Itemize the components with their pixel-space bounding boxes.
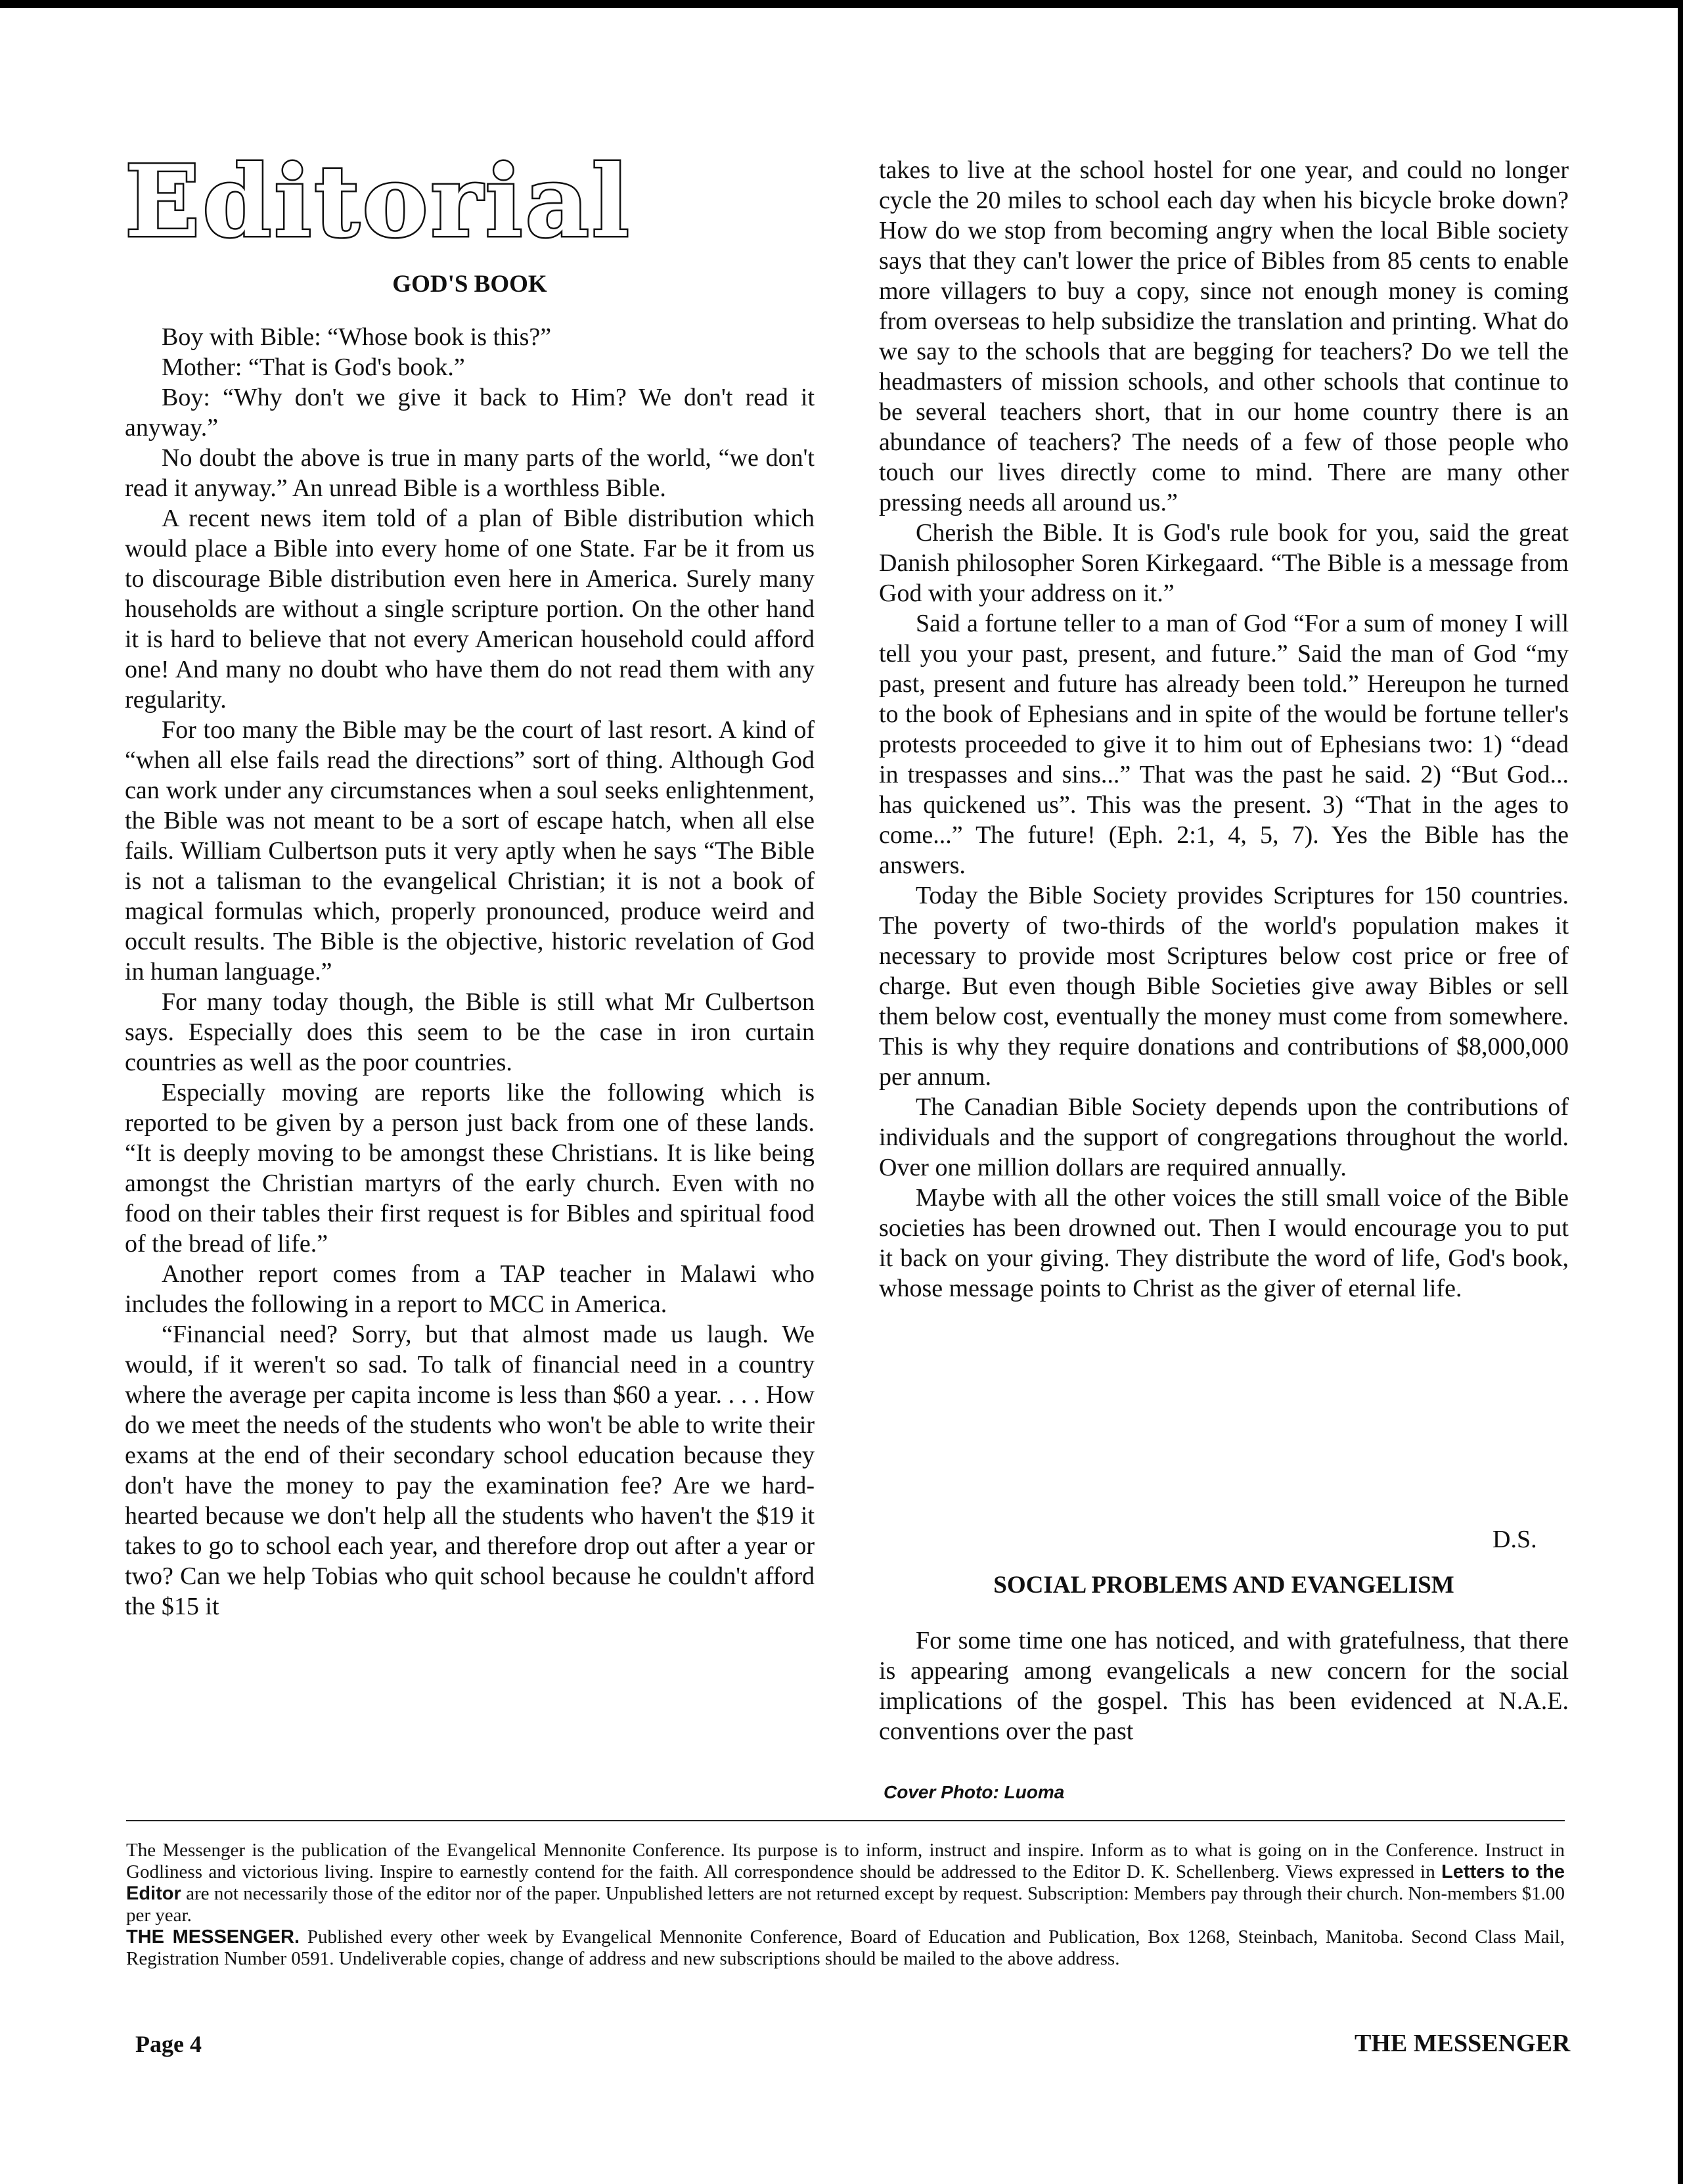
paragraph: Boy with Bible: “Whose book is this?” — [162, 323, 552, 351]
scan-right-border — [1678, 0, 1683, 2184]
running-footer-publication: THE MESSENGER — [1355, 2030, 1571, 2057]
author-signature: D.S. — [1492, 1526, 1537, 1553]
cover-photo-credit: Cover Photo: Luoma — [884, 1782, 1065, 1802]
footer-text: are not necessarily those of the editor nor of the paper. Unpublished letters are not returned except by request. Subscription: Members pay through their church. Non-members $1.00 per year. — [126, 1883, 1565, 1926]
paragraph: Cherish the Bible. It is God's rule book for you, said the great Danish philosopher Soren Kirkegaard. “The Bible is a message from God with your address on it.” — [879, 519, 1569, 607]
paragraph: Mother: “That is God's book.” — [162, 353, 465, 381]
footer-paragraph-publisher — [126, 1926, 1565, 1970]
article-column-left — [125, 322, 815, 1622]
paragraph: Boy: “Why don't we give it back to Him? We don't read it anyway.” — [125, 384, 815, 442]
publication-info — [126, 1840, 1565, 1970]
paragraph: The Canadian Bible Society depends upon the contributions of individuals and the support of congregations throughout the world. Over one million dollars are required annually. — [879, 1093, 1569, 1181]
footer-text: The Messenger is the publication of the Evangelical Mennonite Conference. Its purpose is to inform, instruct and inspire. Inform as to what is going on in the Conference. Instruct in Godliness and victorious living. Inspire to earnestly contend for the faith. All correspondence should be addressed to the Editor D. K. Schellenberg. Views expressed in — [126, 1840, 1565, 1882]
article-title-gods-book: GOD'S BOOK — [392, 271, 547, 298]
paragraph: Maybe with all the other voices the still small voice of the Bible societies has been drowned out. Then I would encourage you to put it back on your giving. They distribute the word of life, God's book, whose message points to Christ as the giver of eternal life. — [879, 1184, 1569, 1302]
paragraph: “Financial need? Sorry, but that almost made us laugh. We would, if it weren't so sad. To talk of financial need in a country where the average per capita income is less than $60 a year. . . . How do we meet the needs of the students who won't be able to write their exams at the end of their secondary school education because they don't have the money to pay the examination fee? Are we hard-hearted because we don't help all the students who haven't the $19 it takes to go to school each year, and therefore drop out after a year or two? Can we help Tobias who quit school because he couldn't afford the $15 it — [125, 1321, 815, 1620]
footer-publication-name: THE MESSENGER. — [126, 1926, 300, 1947]
footer-text: Published every other week by Evangelical Mennonite Conference, Board of Education and Publication, Box 1268, Steinbach, Manitoba. Second Class Mail, Registration Number 0591. Undeliverable copies, change of address and new subscriptions should be mailed to the above address. — [126, 1926, 1565, 1969]
paragraph: For some time one has noticed, and with gratefulness, that there is appearing among evangelicals a new concern for the social implications of the gospel. This has been evidenced at N.A.E. conventions over the past — [879, 1627, 1569, 1745]
footer-paragraph-about — [126, 1840, 1565, 1926]
paragraph: Another report comes from a TAP teacher in Malawi who includes the following in a report to MCC in America. — [125, 1260, 815, 1318]
article-column-right — [879, 155, 1569, 1304]
paragraph: A recent news item told of a plan of Bible distribution which would place a Bible into every home of one State. Far be it from us to discourage Bible distribution even here in America. Surely many households are without a single scripture portion. On the other hand it is hard to believe that not every American household could afford one! And many no doubt who have them do not read them with any regularity. — [125, 505, 815, 714]
paragraph: Said a fortune teller to a man of God “For a sum of money I will tell you your past, present, and future.” Said the man of God “my past, present and future has already been told.” Hereupon he turned to the book of Ephesians and in spite of the would be fortune teller's protests proceeded to give it to him out of Ephesians two: 1) “dead in trespasses and sins...” That was the past he said. 2) “But God... has quickened us”. This was the present. 3) “That in the ages to come...” The future! (Eph. 2:1, 4, 5, 7). Yes the Bible has the answers. — [879, 610, 1569, 879]
footer-divider — [126, 1820, 1565, 1821]
paragraph: For many today though, the Bible is still what Mr Culbertson says. Especially does this seem to be the case in iron curtain countries as well as the poor countries. — [125, 988, 815, 1076]
paragraph: No doubt the above is true in many parts of the world, “we don't read it anyway.” An unread Bible is a worthless Bible. — [125, 444, 815, 502]
paragraph: Today the Bible Society provides Scriptures for 150 countries. The poverty of two-thirds of the world's population makes it necessary to provide most Scriptures below cost price or free of charge. But even though Bible Societies give away Bibles or sell them below cost, eventually the money must come from somewhere. This is why they require donations and contributions of $8,000,000 per annum. — [879, 882, 1569, 1091]
scan-top-border — [0, 0, 1683, 8]
footer-letters-label: Letters to the Editor — [126, 1861, 1565, 1904]
paragraph: Especially moving are reports like the following which is reported to be given by a person just back from one of these lands. “It is deeply moving to be amongst these Christians. It is like being amongst the Christian martyrs of the early church. Even with no food on their tables their first request is for Bibles and spiritual food of the bread of life.” — [125, 1079, 815, 1258]
paragraph: For too many the Bible may be the court of last resort. A kind of “when all else fails read the directions” sort of thing. Although God can work under any circumstances when a soul seeks enlightenment, the Bible was not meant to be a sort of escape hatch, when all else fails. William Culbertson puts it very aptly when he says “The Bible is not a talisman to the evangelical Christian; it is not a book of magical formulas which, properly pronounced, produce weird and occult results. The Bible is the objective, historic revelation of God in human language.” — [125, 716, 815, 986]
article-title-social-problems: SOCIAL PROBLEMS AND EVANGELISM — [993, 1572, 1454, 1599]
article2-body — [879, 1626, 1569, 1746]
paragraph: takes to live at the school hostel for one year, and could no longer cycle the 20 miles to school each day when his bicycle broke down? How do we stop from becoming angry when the local Bible society says that they can't lower the price of Bibles from 85 cents to enable more villagers to buy a copy, since not enough money is coming from overseas to help subsidize the translation and printing. What do we say to the schools that are begging for teachers? Do we tell the headmasters of mission schools, and other schools that continue to be several teachers short, that in our home country there is an abundance of teachers? The needs of a few of those people who touch our lives directly come to mind. There are many other pressing needs all around us.” — [879, 156, 1569, 516]
masthead-editorial: Editorial — [125, 144, 632, 260]
page-number: Page 4 — [135, 2031, 202, 2057]
